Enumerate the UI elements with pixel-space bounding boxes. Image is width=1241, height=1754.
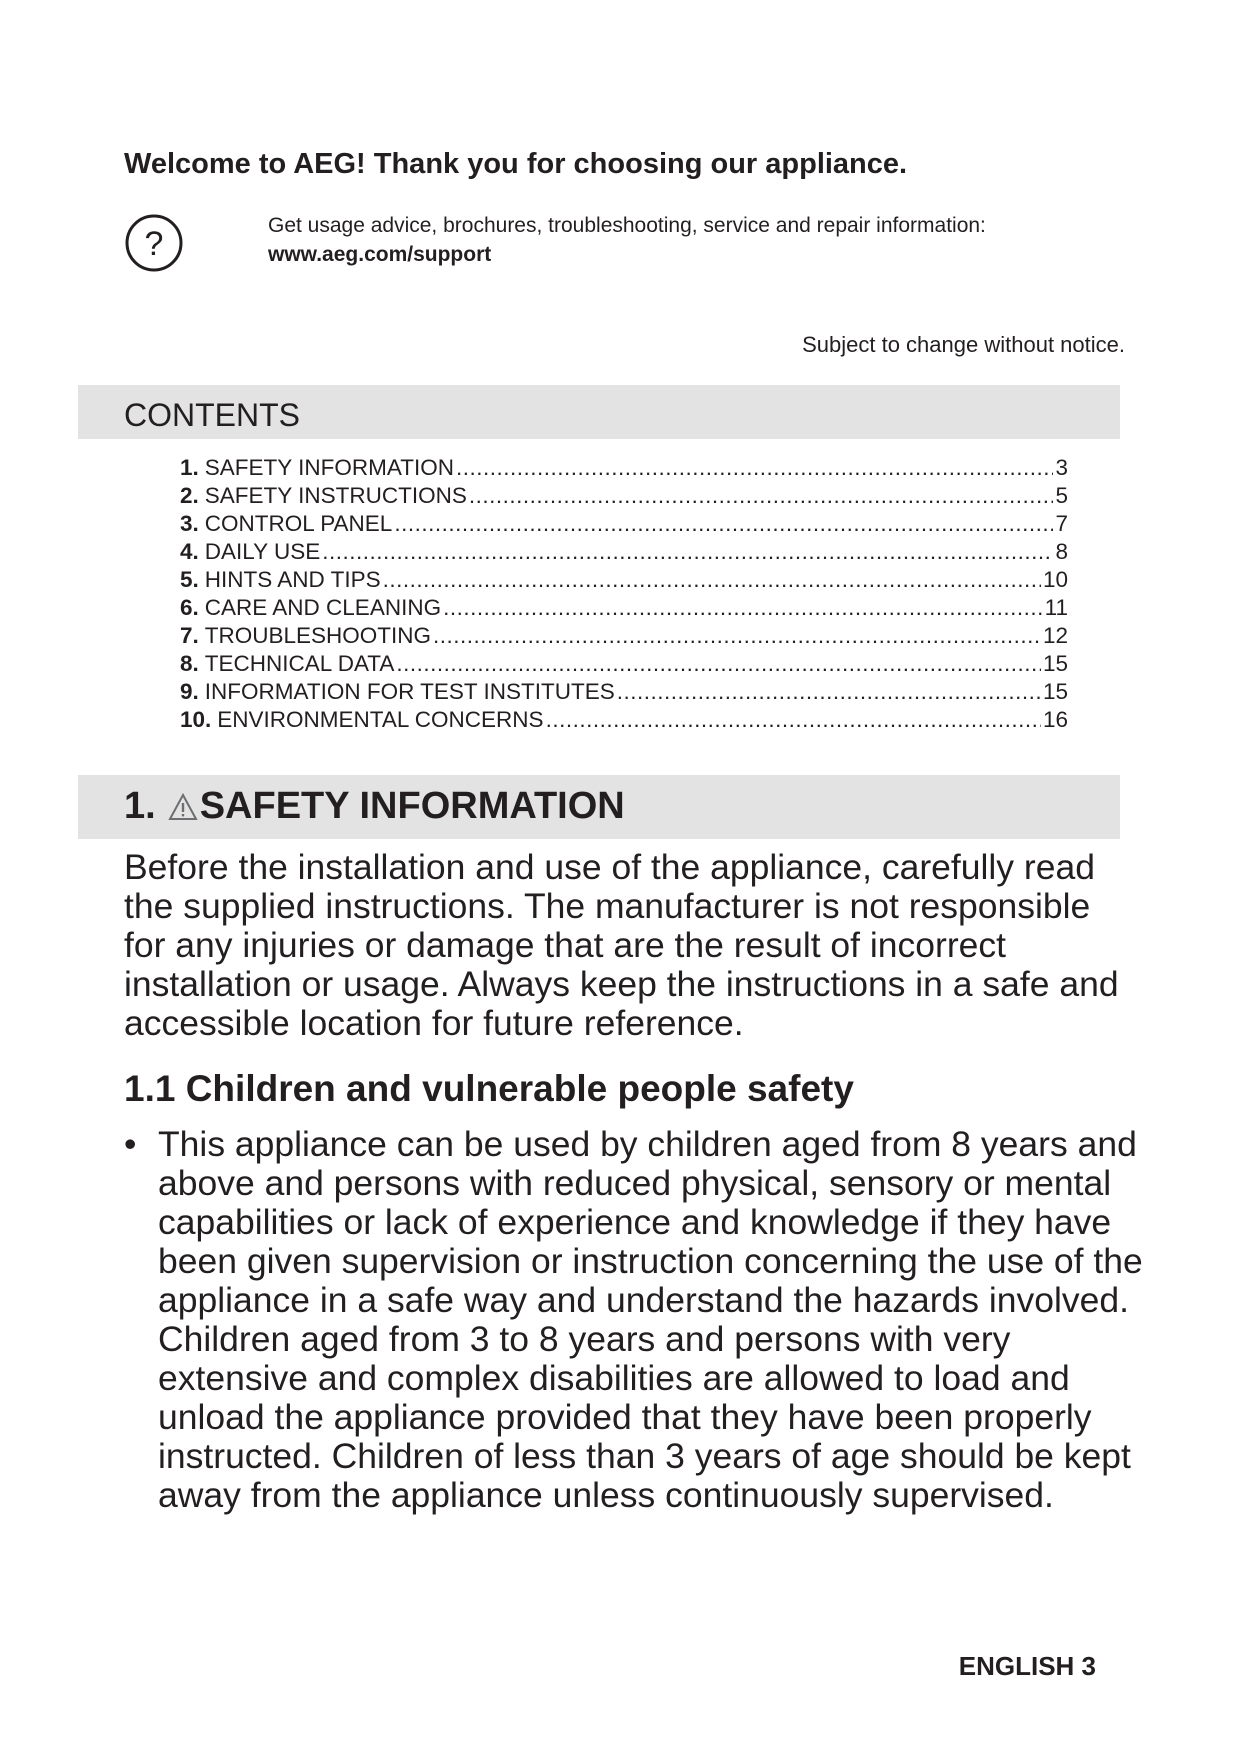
toc-item-label: CONTROL PANEL <box>204 511 393 536</box>
toc-item[interactable] <box>180 566 1068 594</box>
toc-item-page: 3 <box>1055 455 1068 480</box>
section-number: 1. <box>124 785 156 827</box>
toc-leader-dots <box>433 622 1041 650</box>
toc-item-page: 8 <box>1055 539 1068 564</box>
contents-header-band <box>78 385 1120 439</box>
toc-item[interactable] <box>180 538 1068 566</box>
toc-leader-dots <box>383 566 1041 594</box>
toc-item-number: 10. <box>180 707 212 732</box>
section-title <box>124 785 625 828</box>
contents-title: CONTENTS <box>124 397 300 433</box>
support-info <box>268 211 986 269</box>
support-description: Get usage advice, brochures, troubleshooting, service and repair information: <box>268 214 986 237</box>
toc-item[interactable] <box>180 510 1068 538</box>
toc-item-page: 15 <box>1042 651 1068 676</box>
toc-item-label: HINTS AND TIPS <box>204 567 381 592</box>
svg-text:?: ? <box>144 225 164 263</box>
toc-item-label: SAFETY INSTRUCTIONS <box>204 483 467 508</box>
toc-item-page: 16 <box>1042 707 1068 732</box>
toc-item-number: 4. <box>180 539 199 564</box>
table-of-contents <box>180 454 1068 734</box>
toc-leader-dots <box>456 454 1054 482</box>
toc-item-number: 5. <box>180 567 199 592</box>
toc-leader-dots <box>322 538 1053 566</box>
toc-item[interactable] <box>180 706 1068 734</box>
toc-item-number: 6. <box>180 595 199 620</box>
toc-leader-dots <box>443 594 1043 622</box>
toc-item[interactable] <box>180 454 1068 482</box>
question-circle-icon <box>124 213 184 273</box>
toc-leader-dots <box>396 650 1041 678</box>
intro-paragraph: Before the installation and use of the appliance, carefully read the supplied instructions. The manufacturer is not responsible for any injuries or damage that are the result of incorrect installation or usage. Always keep the instructions in a safe and accessible location for future reference. <box>124 847 1119 1043</box>
toc-item[interactable] <box>180 678 1068 706</box>
welcome-heading: Welcome to AEG! Thank you for choosing our appliance. <box>124 148 908 180</box>
toc-item[interactable] <box>180 482 1068 510</box>
toc-item-number: 1. <box>180 455 199 480</box>
toc-item-page: 7 <box>1055 511 1068 536</box>
toc-item-page: 15 <box>1042 679 1068 704</box>
toc-item-number: 2. <box>180 483 199 508</box>
bullet-marker: • <box>124 1124 137 1164</box>
toc-item-label: TROUBLESHOOTING <box>204 623 432 648</box>
warning-triangle-icon <box>168 792 198 822</box>
toc-item-label: INFORMATION FOR TEST INSTITUTES <box>204 679 615 704</box>
toc-item-page: 5 <box>1055 483 1068 508</box>
toc-leader-dots <box>617 678 1041 706</box>
toc-item[interactable] <box>180 594 1068 622</box>
toc-item-label: CARE AND CLEANING <box>204 595 442 620</box>
change-notice: Subject to change without notice. <box>802 332 1125 357</box>
toc-item-number: 8. <box>180 651 199 676</box>
toc-item-page: 10 <box>1042 567 1068 592</box>
bullet-text: This appliance can be used by children aged from 8 years and above and persons with reduced physical, sensory or mental capabilities or lack of experience and knowledge if they have been given supervision or instruction concerning the use of the appliance in a safe way and understand the hazards involved. Children aged from 3 to 8 years and persons with very extensive and complex disabilities are allowed to load and unload the appliance provided that they have been properly instructed. Children of less than 3 years of age should be kept away from the appliance unless continuously supervised. <box>158 1124 1143 1515</box>
toc-item-number: 7. <box>180 623 199 648</box>
section-title-text: SAFETY INFORMATION <box>199 785 625 827</box>
toc-item[interactable] <box>180 650 1068 678</box>
toc-item-label: DAILY USE <box>204 539 321 564</box>
toc-leader-dots <box>394 510 1053 538</box>
safety-header-band <box>78 775 1120 839</box>
toc-item-number: 3. <box>180 511 199 536</box>
toc-leader-dots <box>546 706 1041 734</box>
toc-item-page: 12 <box>1042 623 1068 648</box>
toc-item-label: TECHNICAL DATA <box>204 651 395 676</box>
bullet-paragraph <box>124 1125 1158 1515</box>
toc-item-number: 9. <box>180 679 199 704</box>
page-footer: ENGLISH 3 <box>958 1651 1096 1681</box>
toc-item-label: SAFETY INFORMATION <box>204 455 454 480</box>
support-link[interactable]: www.aeg.com/support <box>268 243 492 266</box>
subsection-heading: 1.1 Children and vulnerable people safety <box>124 1068 854 1109</box>
toc-item-page: 11 <box>1044 595 1068 620</box>
toc-leader-dots <box>469 482 1054 510</box>
toc-item[interactable] <box>180 622 1068 650</box>
toc-item-label: ENVIRONMENTAL CONCERNS <box>217 707 544 732</box>
